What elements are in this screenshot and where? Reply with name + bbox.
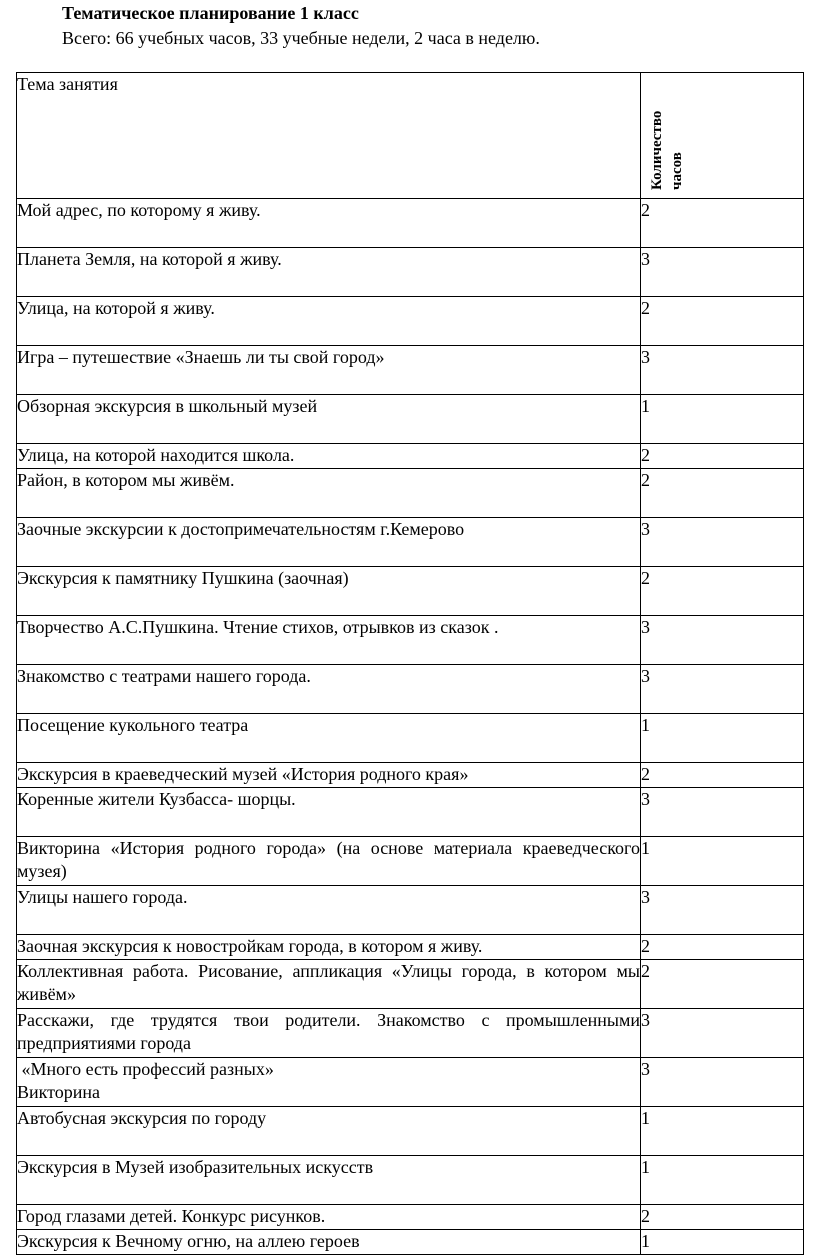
row-topic: Экскурсия к Вечному огню, на аллею героев: [17, 1230, 641, 1255]
table-row: [17, 469, 804, 518]
table-row: [17, 837, 804, 886]
table-row: [17, 346, 804, 395]
plan-table: [16, 72, 804, 1255]
row-hours: 2: [641, 935, 804, 960]
table-row: [17, 248, 804, 297]
row-hours: 2: [641, 444, 804, 469]
row-hours: 3: [641, 665, 804, 714]
table-row: [17, 1156, 804, 1205]
row-hours: 2: [641, 960, 804, 1009]
row-hours: 3: [641, 788, 804, 837]
row-topic: Заочные экскурсии к достопримечательностям г.Кемерово: [17, 518, 641, 567]
column-header-hours: [641, 73, 804, 199]
row-topic: Коренные жители Кузбасса- шорцы.: [17, 788, 641, 837]
table-row: [17, 788, 804, 837]
row-hours: 2: [641, 469, 804, 518]
table-row: [17, 1107, 804, 1156]
row-hours: 3: [641, 886, 804, 935]
table-row: [17, 665, 804, 714]
row-hours: 2: [641, 567, 804, 616]
row-hours: 1: [641, 1107, 804, 1156]
row-topic: Автобусная экскурсия по городу: [17, 1107, 641, 1156]
table-row: [17, 518, 804, 567]
table-row: [17, 714, 804, 763]
row-hours: 1: [641, 395, 804, 444]
row-topic: Викторина «История родного города» (на основе материала краеведческого музея): [17, 837, 641, 886]
row-hours: 1: [641, 1230, 804, 1255]
row-topic: Улица, на которой я живу.: [17, 297, 641, 346]
table-row: [17, 935, 804, 960]
table-row: [17, 886, 804, 935]
row-topic: Заочная экскурсия к новостройкам города, в котором я живу.: [17, 935, 641, 960]
row-topic-line: Викторина: [17, 1082, 101, 1102]
table-row: [17, 960, 804, 1009]
row-topic: Игра – путешествие «Знаешь ли ты свой город»: [17, 346, 641, 395]
row-topic: [17, 1058, 641, 1107]
row-hours: 1: [641, 714, 804, 763]
row-hours: 3: [641, 518, 804, 567]
column-header-topic: Тема занятия: [17, 73, 641, 199]
row-topic: Планета Земля, на которой я живу.: [17, 248, 641, 297]
row-hours: 3: [641, 248, 804, 297]
table-row: [17, 1230, 804, 1255]
row-hours: 2: [641, 199, 804, 248]
table-row: [17, 199, 804, 248]
row-topic: Район, в котором мы живём.: [17, 469, 641, 518]
row-topic: Улица, на которой находится школа.: [17, 444, 641, 469]
row-hours: 2: [641, 763, 804, 788]
row-topic: Город глазами детей. Конкурс рисунков.: [17, 1205, 641, 1230]
row-topic-line: «Много есть профессий разных»: [17, 1059, 274, 1079]
row-topic: Мой адрес, по которому я живу.: [17, 199, 641, 248]
table-row: [17, 1058, 804, 1107]
table-row: [17, 616, 804, 665]
row-topic: Обзорная экскурсия в школьный музей: [17, 395, 641, 444]
row-topic: Творчество А.С.Пушкина. Чтение стихов, отрывков из сказок .: [17, 616, 641, 665]
table-row: [17, 444, 804, 469]
row-hours: 3: [641, 616, 804, 665]
column-header-hours-label: Количество часов: [649, 110, 685, 190]
table-header-row: [17, 73, 804, 199]
row-topic: Расскажи, где трудятся твои родители. Знакомство с промышленными предприятиями города: [17, 1009, 641, 1058]
document-title: Тематическое планирование 1 класс: [62, 3, 359, 23]
table-row: [17, 763, 804, 788]
row-hours: 2: [641, 297, 804, 346]
table-row: [17, 1009, 804, 1058]
row-hours: 3: [641, 1009, 804, 1058]
row-hours: 3: [641, 346, 804, 395]
row-topic: Экскурсия в краеведческий музей «История родного края»: [17, 763, 641, 788]
row-hours: 3: [641, 1058, 804, 1107]
table-row: [17, 1205, 804, 1230]
row-hours: 1: [641, 837, 804, 886]
row-topic: Экскурсия в Музей изобразительных искусств: [17, 1156, 641, 1205]
row-topic: Знакомство с театрами нашего города.: [17, 665, 641, 714]
row-topic: Коллективная работа. Рисование, аппликация «Улицы города, в котором мы живём»: [17, 960, 641, 1009]
row-topic: Улицы нашего города.: [17, 886, 641, 935]
row-hours: 1: [641, 1156, 804, 1205]
row-hours: 2: [641, 1205, 804, 1230]
row-topic: Посещение кукольного театра: [17, 714, 641, 763]
table-row: [17, 567, 804, 616]
table-row: [17, 297, 804, 346]
table-row: [17, 395, 804, 444]
document-subtitle: Всего: 66 учебных часов, 33 учебные недели, 2 часа в неделю.: [62, 28, 540, 48]
row-topic: Экскурсия к памятнику Пушкина (заочная): [17, 567, 641, 616]
